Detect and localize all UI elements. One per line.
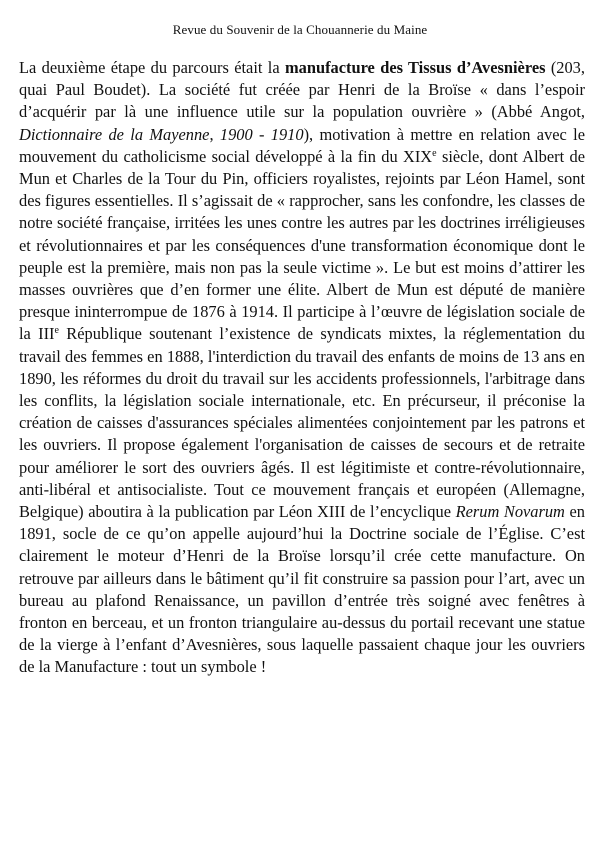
italic-run-dictionnaire: Dictionnaire de la Mayenne — [19, 124, 210, 144]
text-run: La deuxième étape du parcours était la — [19, 58, 285, 77]
text-run: ), motivation à mettre en relation avec le mouvement du catholicisme social développé à la fin du XIX — [19, 124, 585, 166]
italic-run-dates: 1900 - 1910 — [219, 124, 304, 144]
superscript-e: e — [54, 325, 59, 337]
running-header: Revue du Souvenir de la Chouannerie du Maine — [172, 22, 428, 37]
bold-run-manufacture: manufacture des Tissus d’Avesnières — [285, 58, 546, 77]
body-paragraph — [19, 57, 585, 679]
text-run: en 1891, socle de ce qu’on appelle aujourd’hui la Doctrine sociale de l’Église. C’est clairement le moteur d’Henri de la Broïse lorsqu’il crée cette manufacture. On retrouve par ailleurs dans le bâtiment qu’il fit construire sa passion pour l’art, avec un bureau au plafond Renaissance, un pavillon d’entrée très soigné avec fenêtres à fronton en berceau, et un fronton triangulaire au-dessus du portail recevant une statue de la vierge à l’enfant d’Avesnières, sous laquelle passaient chaque jour les ouvriers de la Manufacture : tout un symbole ! — [19, 502, 585, 677]
text-run: , — [209, 124, 220, 144]
italic-run-rerum-novarum: Rerum Novarum — [455, 502, 565, 522]
text-run: (203, quai Paul Boudet). La société fut créée par Henri de la Broïse « dans l’espoir d’acquérir par là une influence utile sur la population ouvrière » (Abbé Angot, — [19, 58, 585, 122]
superscript-e: e — [432, 147, 437, 159]
text-run: République soutenant l’existence de syndicats mixtes, la réglementation du travail des femmes en 1888, l'interdiction du travail des enfants de moins de 13 ans en 1890, les réformes du droit du travail sur les accidents professionnels, l'arbitrage dans les conflits, la législation sociale internationale, etc. En précurseur, il préconise la création de caisses d'assurances spéciales alimentées conjointement par les patrons et les ouvriers. Il propose également l'organisation de caisses de secours et de retraite pour améliorer le sort des ouvriers âgés. Il est légitimiste et contre-révolutionnaire, anti-libéral et antisocialiste. Tout ce mouvement français et européen (Allemagne, Belgique) aboutira à la publication par Léon XIII de l’encyclique — [19, 324, 585, 522]
text-run: siècle, dont Albert de Mun et Charles de la Tour du Pin, officiers royalistes, rejoints par Léon Hamel, sont des figures essentielles. Il s’agissait de « rapprocher, sans les confondre, les classes de notre société française, irritées les unes contre les autres par les doctrines irréligieuses et révolutionnaires et par les conséquences d'une transformation économique dont le peuple est la première, mais non pas la seule victime ». Le but est moins d’attirer les masses ouvrières que d’en former une élite. Albert de Mun est député de manière presque ininterrompue de 1876 à 1914. Il participe à l’œuvre de législation sociale de la III — [19, 146, 585, 344]
